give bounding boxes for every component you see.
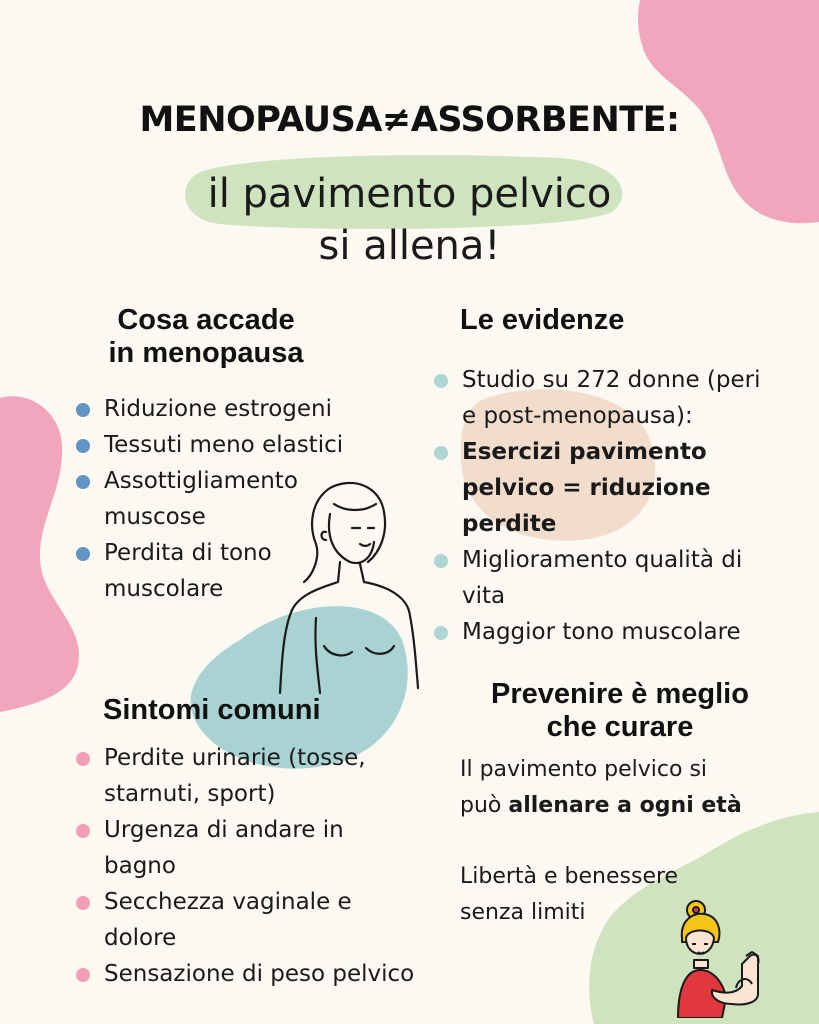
list-item	[76, 740, 446, 812]
sintomi-list	[76, 740, 446, 992]
subtitle-line-1: il pavimento pelvico	[207, 171, 612, 217]
list-item-text: Secchezza vaginale e	[104, 889, 352, 915]
prevenire-para1-line-1: Il pavimento pelvico si	[460, 757, 708, 782]
prevenire-paragraph-1	[460, 752, 800, 824]
page-subtitle	[0, 168, 819, 272]
list-item	[76, 884, 446, 956]
cosa-accade-heading-line-1: Cosa accade	[117, 304, 295, 336]
page-title: MENOPAUSA≠ASSORBENTE:	[139, 100, 680, 140]
list-item	[76, 812, 446, 884]
list-item-text: Tessuti meno elastici	[104, 432, 344, 458]
bullet-icon	[76, 752, 90, 766]
list-item-text: Riduzione estrogeni	[104, 396, 333, 422]
bullet-icon	[76, 824, 90, 838]
list-item-text: e post-menopausa):	[462, 403, 693, 429]
pink-blob-left-shape	[0, 396, 79, 712]
list-item	[434, 614, 804, 650]
subtitle-line-2: si allena!	[318, 223, 501, 269]
list-item-text: pelvico = riduzione	[462, 475, 711, 501]
list-item	[434, 434, 804, 542]
list-item-text: Urgenza di andare in	[104, 817, 344, 843]
bullet-icon	[76, 896, 90, 910]
bullet-icon	[434, 446, 448, 460]
bullet-icon	[76, 968, 90, 982]
list-item	[76, 391, 376, 427]
evidenze-list	[434, 362, 804, 650]
list-item-text: Maggior tono muscolare	[462, 619, 741, 645]
list-item-text: bagno	[104, 853, 176, 879]
list-item-text: Perdite urinarie (tosse,	[104, 745, 366, 771]
list-item-text: Perdita di tono	[104, 540, 272, 566]
prevenire-heading-line-1: Prevenire è meglio	[491, 678, 749, 710]
woman-portrait-icon	[268, 478, 428, 698]
prevenire-para2-line-2: senza limiti	[460, 900, 586, 925]
list-item	[434, 362, 804, 434]
cosa-accade-heading-line-2: in menopausa	[108, 337, 304, 369]
prevenire-para2-line-1: Libertà e benessere	[460, 864, 679, 889]
bullet-icon	[76, 403, 90, 417]
list-item-text: starnuti, sport)	[104, 781, 276, 807]
prevenire-para1-line-2	[460, 788, 800, 824]
list-item-text: perdite	[462, 511, 557, 537]
section-heading-cosa-accade	[96, 304, 316, 370]
bullet-icon	[76, 547, 90, 561]
list-item-text: Assottigliamento	[104, 468, 298, 494]
bullet-icon	[434, 554, 448, 568]
list-item-text: vita	[462, 583, 506, 609]
list-item-text: Sensazione di peso pelvico	[104, 961, 415, 987]
section-heading-prevenire	[450, 678, 790, 744]
list-item	[76, 427, 376, 463]
list-item-text: Studio su 272 donne (peri	[462, 367, 761, 393]
list-item	[76, 956, 446, 992]
list-item	[434, 542, 804, 614]
prevenire-heading-line-2: che curare	[546, 711, 694, 743]
bullet-icon	[76, 439, 90, 453]
section-heading-sintomi: Sintomi comuni	[103, 694, 321, 726]
section-heading-evidenze: Le evidenze	[460, 304, 625, 336]
list-item-text: dolore	[104, 925, 177, 951]
list-item-text: Esercizi pavimento	[462, 439, 707, 465]
bullet-icon	[434, 374, 448, 388]
prevenire-para1-bold: allenare a ogni età	[508, 793, 742, 818]
list-item-text: muscose	[104, 504, 206, 530]
bullet-icon	[76, 475, 90, 489]
prevenire-para1-prefix: può	[460, 793, 509, 818]
strong-woman-flexing-icon	[672, 898, 768, 1018]
list-item-text: Miglioramento qualità di	[462, 547, 743, 573]
list-item-text: muscolare	[104, 576, 224, 602]
bullet-icon	[434, 626, 448, 640]
